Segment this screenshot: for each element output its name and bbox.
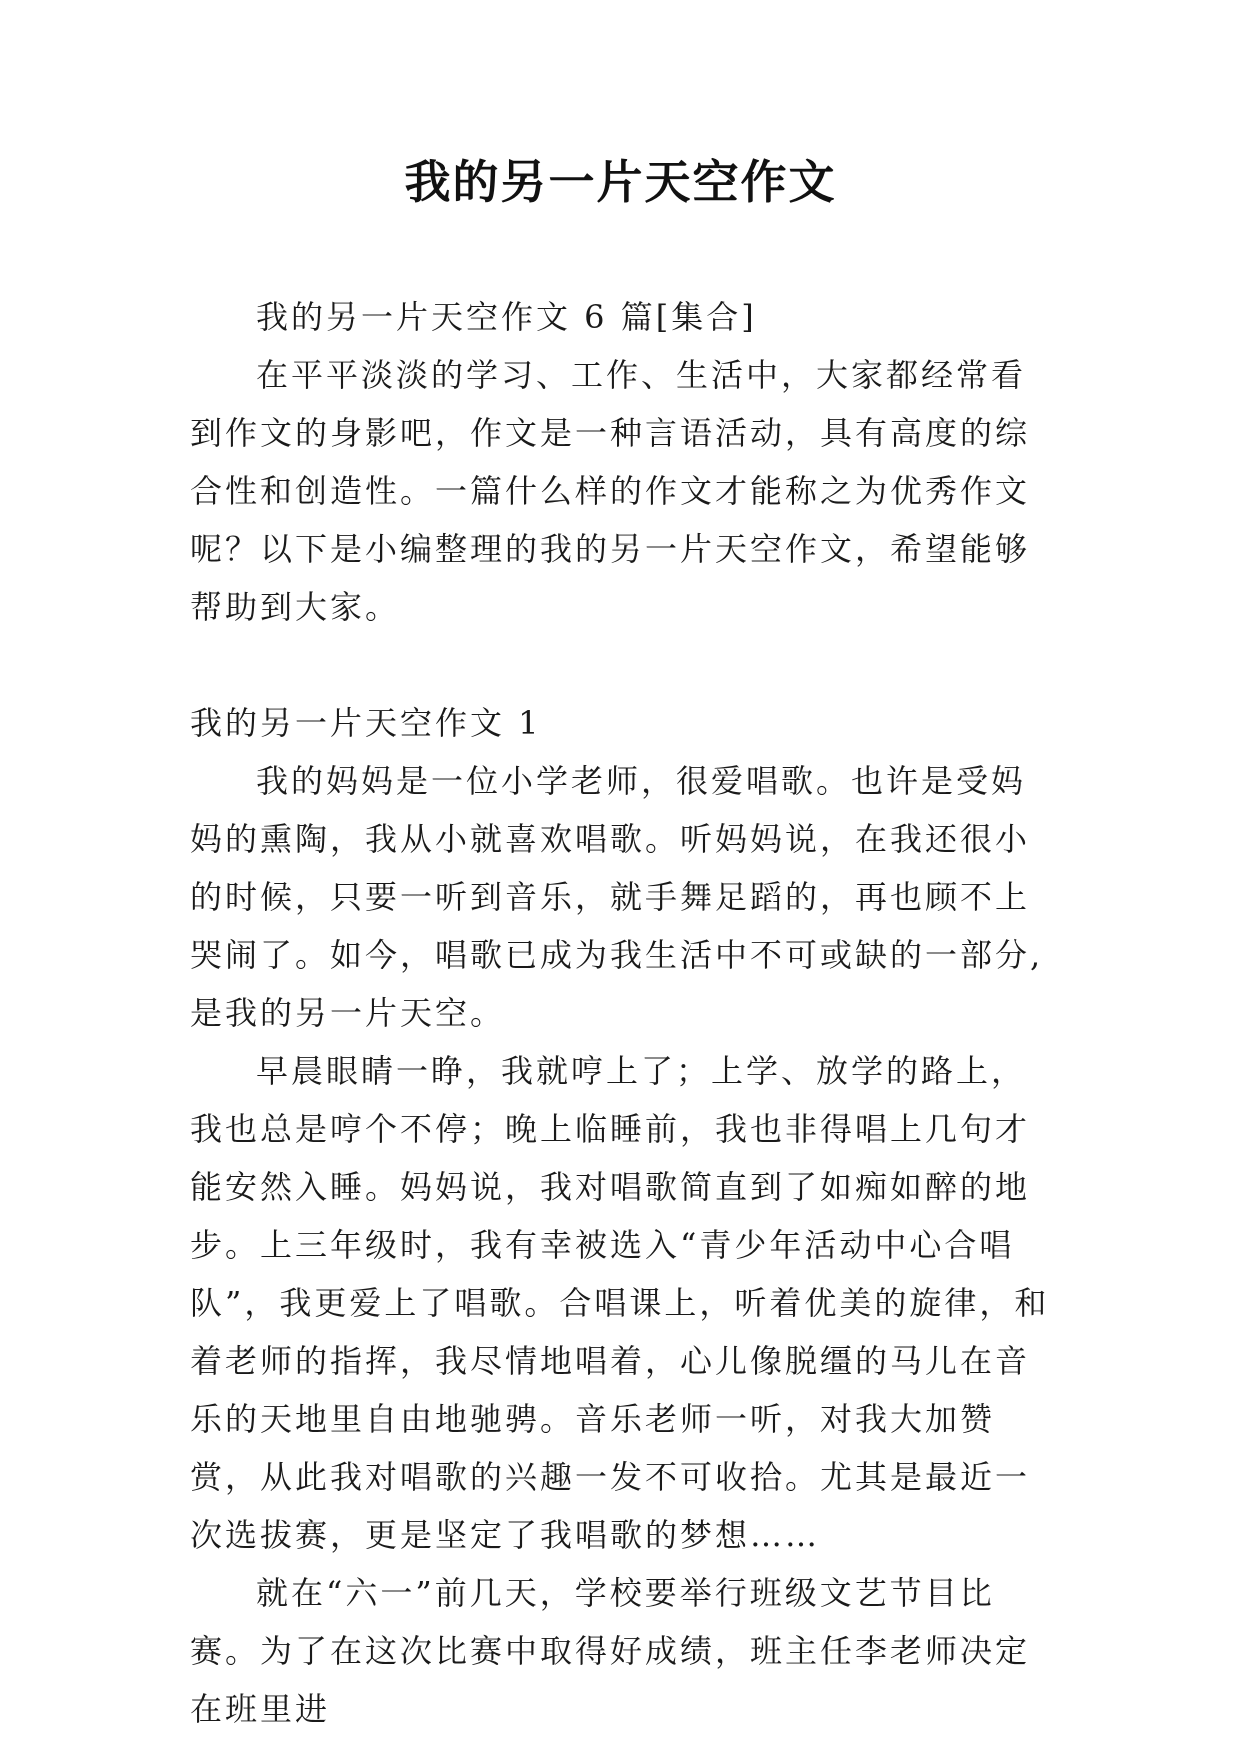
body-paragraph-1: 我的妈妈是一位小学老师，很爱唱歌。也许是受妈妈的熏陶，我从小就喜欢唱歌。听妈妈说，在我还很小的时候，只要一听到音乐，就手舞足蹈的，再也顾不上哭闹了。如今，唱歌已成为我生活中不可或缺的一部分,是我的另一片天空。 xyxy=(190,762,1044,1032)
intro-paragraph: 在平平淡淡的学习、工作、生活中，大家都经常看到作文的身影吧，作文是一种言语活动，具有高度的综合性和创造性。一篇什么样的作文才能称之为优秀作文呢？以下是小编整理的我的另一片天空作文，希望能够帮助到大家。 xyxy=(190,356,1031,626)
document-subtitle: 我的另一片天空作文 6 篇[集合] xyxy=(256,298,757,336)
body-paragraph-2: 早晨眼睛一睁，我就哼上了；上学、放学的路上，我也总是哼个不停；晚上临睡前，我也非得唱上几句才能安然入睡。妈妈说，我对唱歌简直到了如痴如醉的地步。上三年级时，我有幸被选入“青少年活动中心合唱队”，我更爱上了唱歌。合唱课上，听着优美的旋律，和着老师的指挥，我尽情地唱着，心儿像脱缰的马儿在音乐的天地里自由地驰骋。音乐老师一听，对我大加赞赏，从此我对唱歌的兴趣一发不可收拾。尤其是最近一次选拔赛，更是坚定了我唱歌的梦想…… xyxy=(190,1052,1050,1554)
document-body xyxy=(190,288,1060,1738)
section-heading: 我的另一片天空作文 1 xyxy=(190,704,542,742)
body-paragraph-3: 就在“六一”前几天，学校要举行班级文艺节目比赛。为了在这次比赛中取得好成绩，班主任李老师决定在班里进 xyxy=(190,1574,1031,1728)
document-title: 我的另一片天空作文 xyxy=(404,155,837,209)
